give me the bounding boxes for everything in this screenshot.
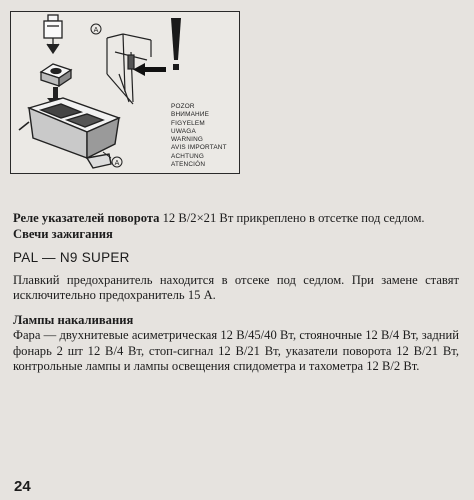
fuse-illustration bbox=[10, 11, 240, 174]
warning-word: UWAGA bbox=[171, 127, 196, 135]
callout-a-bottom bbox=[112, 157, 122, 167]
pointer-arrow-icon bbox=[133, 63, 166, 76]
compartment-icon bbox=[19, 98, 119, 168]
relay-heading: Реле указателей поворота bbox=[13, 211, 160, 225]
warning-word: WARNING bbox=[171, 136, 204, 144]
spark-heading: Свечи зажигания bbox=[13, 226, 113, 241]
fuse-holder-icon bbox=[41, 64, 71, 86]
warning-word: ACHTUNG bbox=[171, 152, 204, 160]
relay-paragraph bbox=[13, 211, 459, 227]
callout-a-top bbox=[91, 24, 101, 34]
warning-word: AVIS IMPORTANT bbox=[171, 144, 227, 152]
callout-a-bottom-label: A bbox=[114, 160, 120, 167]
spark-value: PAL — N9 SUPER bbox=[13, 250, 130, 265]
page-number: 24 bbox=[14, 478, 31, 495]
warning-word: ATENCIÓN bbox=[171, 161, 206, 169]
warning-word: POZOR bbox=[171, 103, 195, 110]
callout-a-top-label: A bbox=[93, 27, 99, 34]
lamps-heading: Лампы накаливания bbox=[13, 312, 134, 327]
fuse-paragraph: Плавкий предохранитель находится в отсеке под седлом. При замене ставят исключительно предохранитель 15 А. bbox=[13, 272, 459, 302]
warning-word: ВНИМАНИЕ bbox=[171, 111, 210, 119]
warning-word: FIGYELEM bbox=[171, 119, 205, 127]
relay-body: 12 В/2×21 Вт прикреплено в отсетке под седлом. bbox=[159, 211, 425, 225]
lamps-paragraph: Фара — двухнитевые асиметрическая 12 В/45/40 Вт, стояночные 12 В/4 Вт, задний фонарь 2 шт 12 В/4 Вт, стоп-сигнал 12 В/21 Вт, указатели поворота 12 В/21 Вт, контрольные лампы и лампы освещения спидометра и тахометра 12 В/2 Вт. bbox=[13, 328, 459, 373]
fuse-icon bbox=[44, 15, 62, 53]
document-body bbox=[13, 211, 459, 375]
warning-list bbox=[171, 103, 227, 169]
warning-icon bbox=[171, 18, 181, 70]
